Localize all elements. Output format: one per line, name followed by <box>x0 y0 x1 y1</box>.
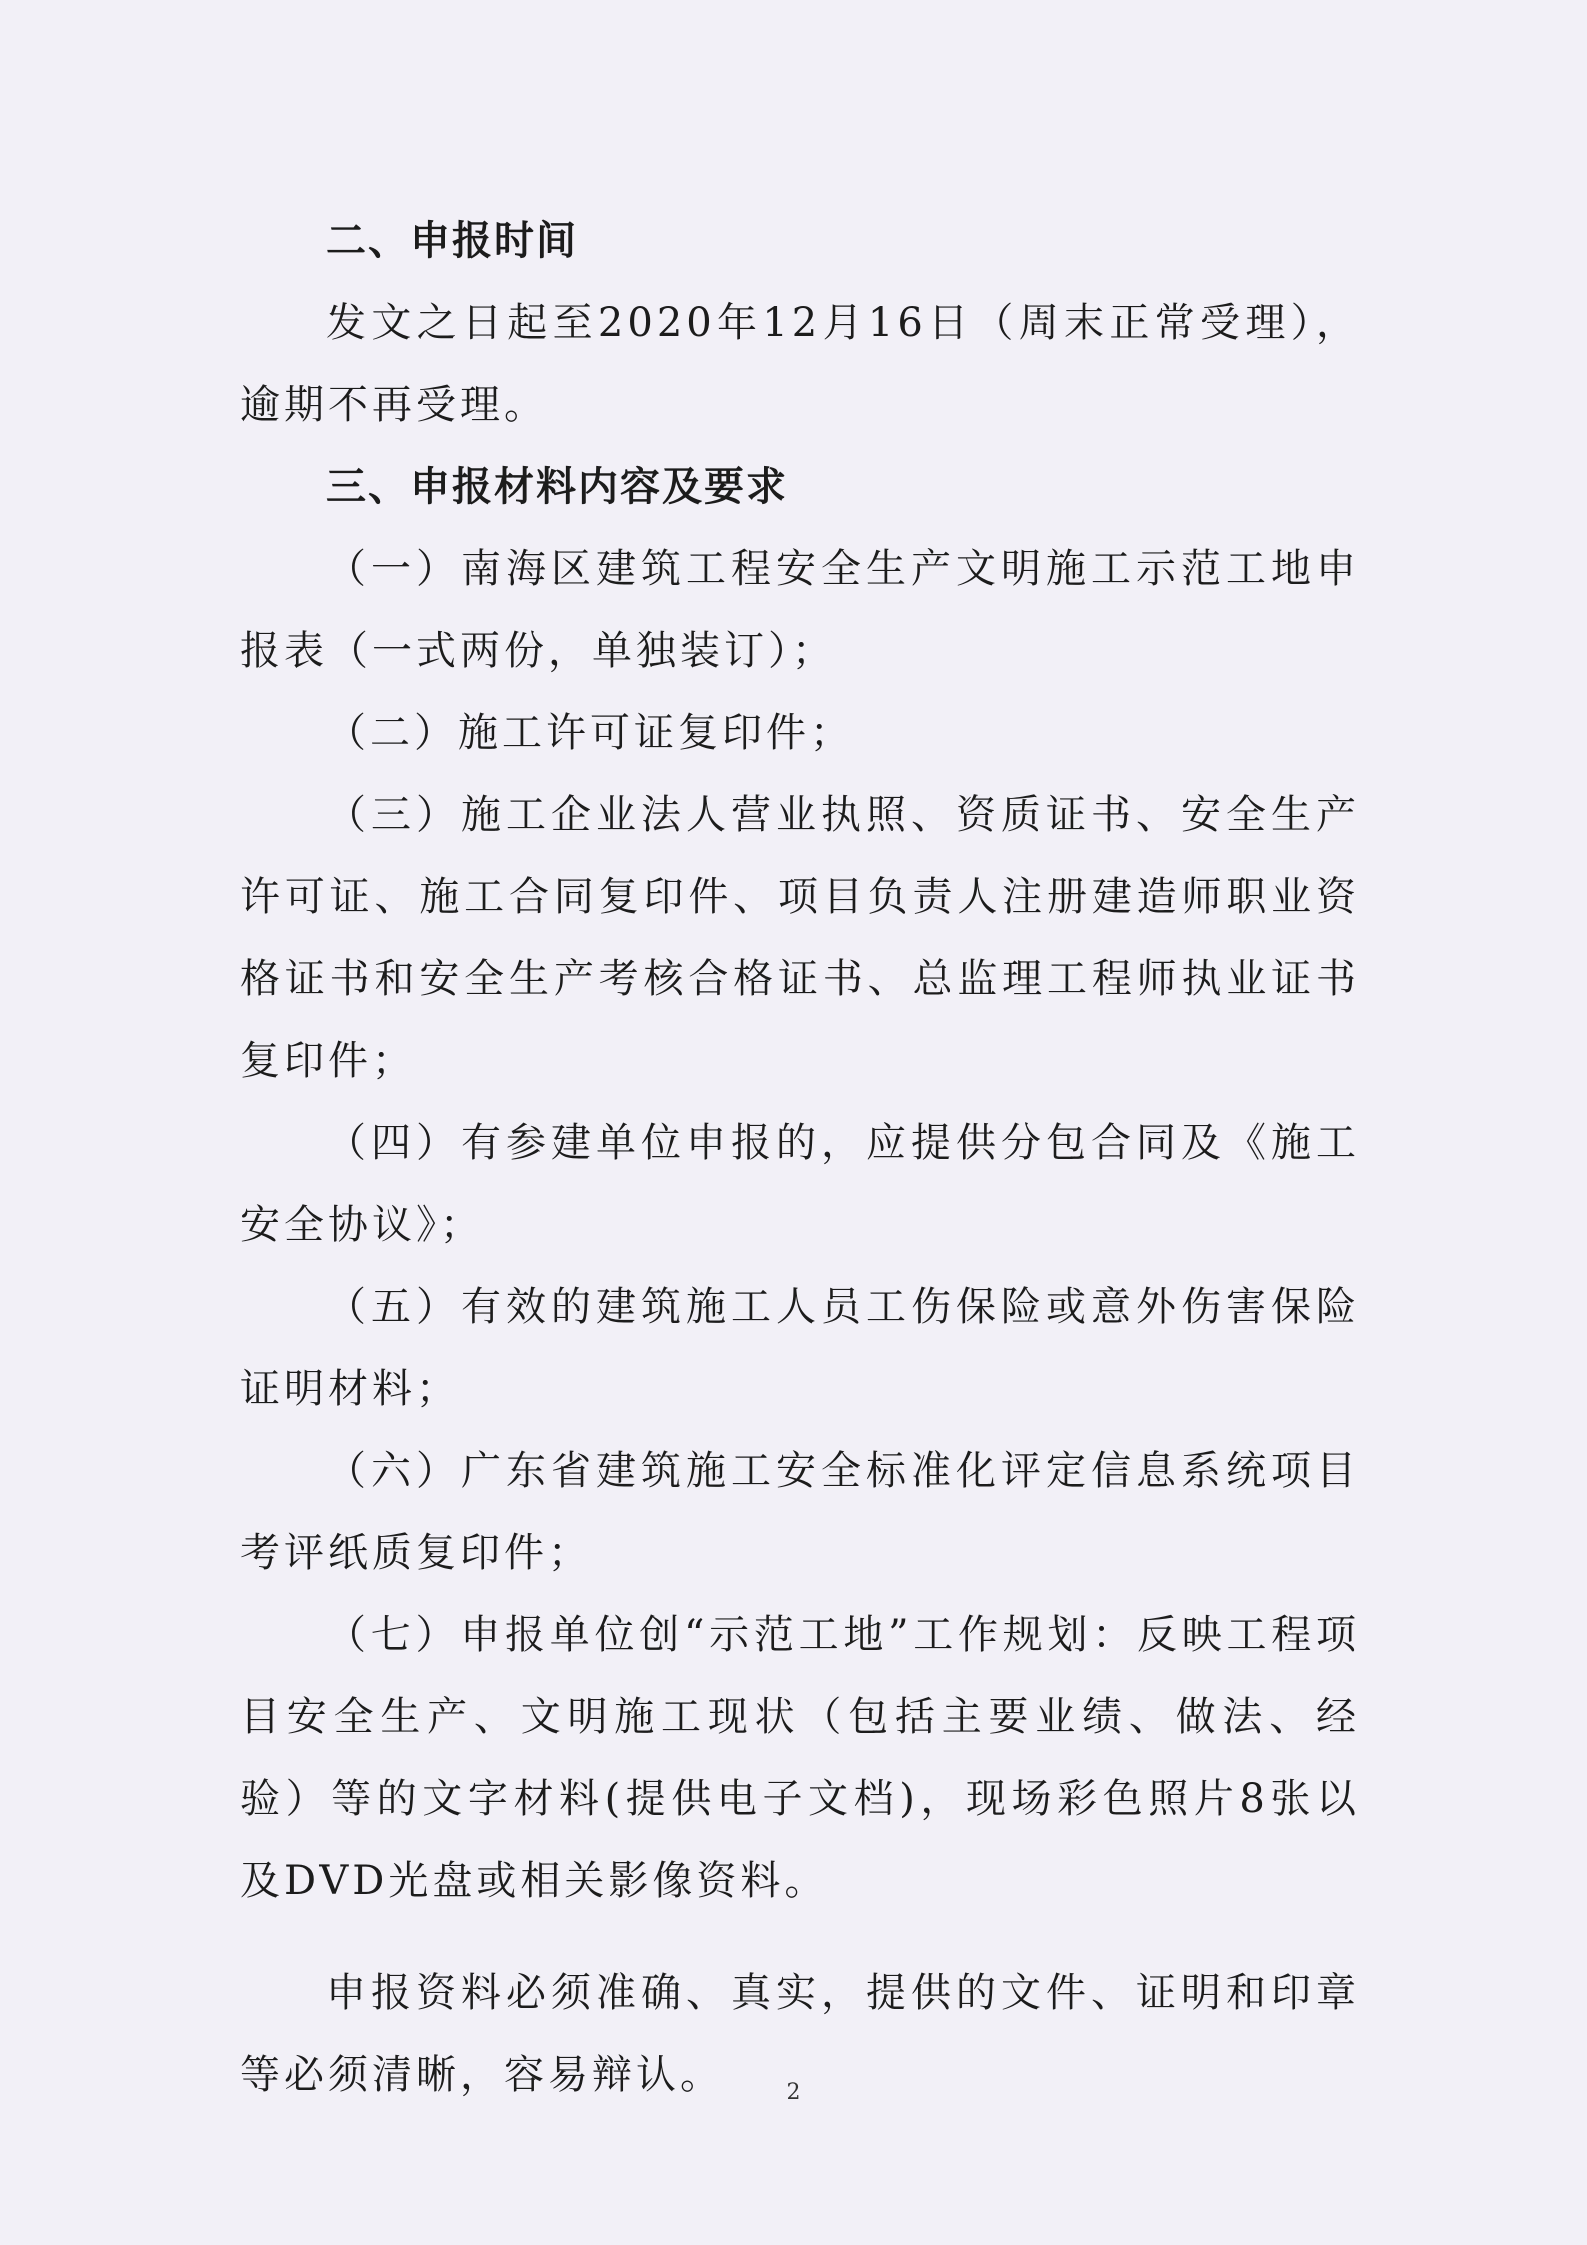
section-heading-application-time: 二、申报时间 <box>326 218 578 264</box>
list-item-materials-3: （三）施工企业法人营业执照、资质证书、安全生产许可证、施工合同复印件、项目负责人注册建造师职业资格证书和安全生产考核合格证书、总监理工程师执业证书复印件； <box>240 792 1360 1084</box>
list-item-materials-4: （四）有参建单位申报的，应提供分包合同及《施工安全协议》； <box>240 1120 1360 1248</box>
list-item-materials-7: （七）申报单位创“示范工地”工作规划：反映工程项目安全生产、文明施工现状（包括主要业绩、做法、经验）等的文字材料(提供电子文档)，现场彩色照片8张以及DVD光盘或相关影像资料。 <box>240 1612 1360 1904</box>
document-body <box>240 200 1360 2116</box>
section-heading-materials: 三、申报材料内容及要求 <box>326 464 788 510</box>
list-item-materials-5: （五）有效的建筑施工人员工伤保险或意外伤害保险证明材料； <box>240 1284 1360 1412</box>
list-item-materials-2: （二）施工许可证复印件； <box>326 710 854 756</box>
list-item-materials-1: （一）南海区建筑工程安全生产文明施工示范工地申报表（一式两份，单独装订）； <box>240 546 1360 674</box>
paragraph-closing-requirement: 申报资料必须准确、真实，提供的文件、证明和印章等必须清晰，容易辩认。 <box>240 1970 1360 2098</box>
list-item-materials-6: （六）广东省建筑施工安全标准化评定信息系统项目考评纸质复印件； <box>240 1448 1360 1576</box>
paragraph-application-deadline: 发文之日起至2020年12月16日（周末正常受理），逾期不再受理。 <box>240 300 1360 428</box>
page-number: 2 <box>786 2080 801 2105</box>
